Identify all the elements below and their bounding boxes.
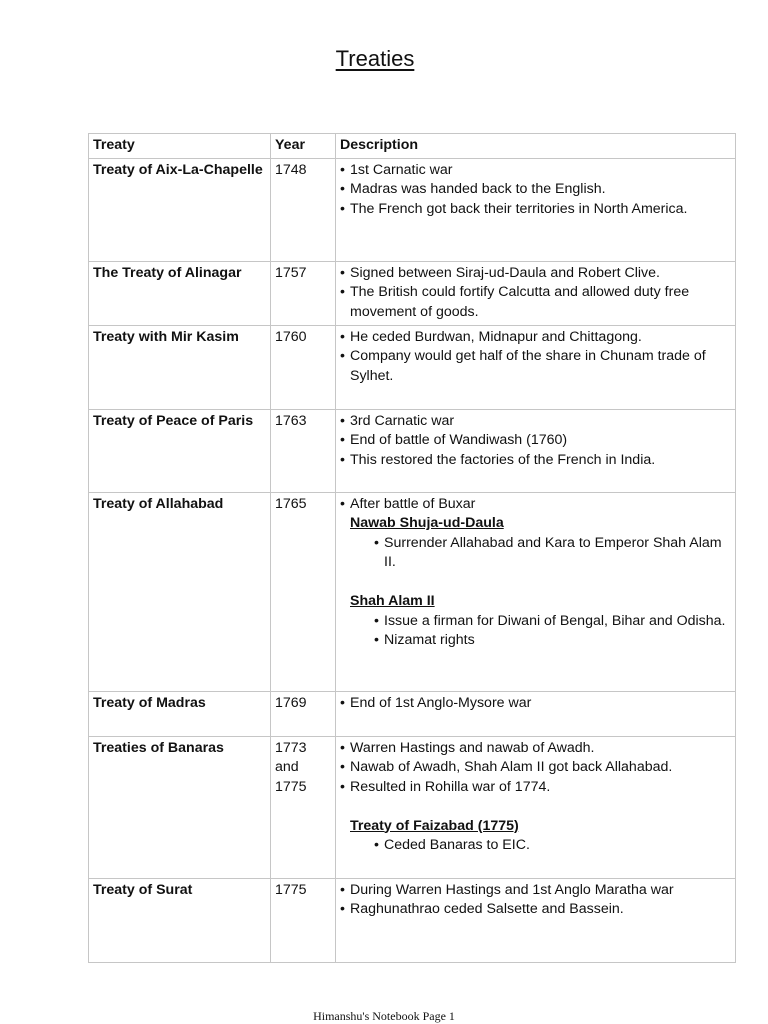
header-year: Year xyxy=(271,134,336,159)
header-description: Description xyxy=(336,134,736,159)
description-bullet: • Company would get half of the share in Chunam trade of Sylhet. xyxy=(340,347,732,386)
treaty-year: 1765 xyxy=(271,492,336,691)
table-row xyxy=(89,492,736,691)
table-row xyxy=(89,409,736,492)
description-bullet: • Nawab of Awadh, Shah Alam II got back Allahabad. xyxy=(340,758,732,778)
treaty-year: 1775 xyxy=(271,878,336,962)
table-row xyxy=(89,158,736,261)
treaty-name: Treaty of Allahabad xyxy=(89,492,271,691)
description-bullet: • He ceded Burdwan, Midnapur and Chittagong. xyxy=(340,328,732,348)
treaty-name: Treaty of Peace of Paris xyxy=(89,409,271,492)
description-bullet: • End of 1st Anglo-Mysore war xyxy=(340,694,732,714)
description-bullet: • Resulted in Rohilla war of 1774. xyxy=(340,778,732,798)
page-title: Treaties xyxy=(335,46,415,71)
page-footer: Himanshu's Notebook Page 1 xyxy=(313,1009,455,1023)
treaty-year: 1769 xyxy=(271,691,336,736)
table-row xyxy=(89,736,736,878)
description-bullet: • Issue a firman for Diwani of Bengal, Bihar and Odisha. xyxy=(374,612,732,632)
treaty-name: The Treaty of Alinagar xyxy=(89,261,271,325)
description-bullet: • The French got back their territories in North America. xyxy=(340,200,732,220)
description-bullet: • Raghunathrao ceded Salsette and Bassein. xyxy=(340,900,732,920)
treaty-description xyxy=(336,325,736,409)
description-bullet: • Surrender Allahabad and Kara to Emperor Shah Alam II. xyxy=(374,534,732,573)
treaties-table xyxy=(88,133,736,963)
treaty-name: Treaty of Madras xyxy=(89,691,271,736)
treaty-description xyxy=(336,736,736,878)
table-row xyxy=(89,878,736,962)
section-heading: Nawab Shuja-ud-Daula xyxy=(350,515,504,531)
table-header-row xyxy=(89,134,736,159)
section-heading: Treaty of Faizabad (1775) xyxy=(350,817,519,834)
treaty-name: Treaties of Banaras xyxy=(89,736,271,878)
table-row xyxy=(89,261,736,325)
header-treaty: Treaty xyxy=(89,134,271,159)
treaty-year: 1757 xyxy=(271,261,336,325)
treaty-name: Treaty of Aix-La-Chapelle xyxy=(89,158,271,261)
description-bullet: • During Warren Hastings and 1st Anglo Maratha war xyxy=(340,881,732,901)
description-bullet: • Signed between Siraj-ud-Daula and Robert Clive. xyxy=(340,264,732,284)
description-bullet: • The British could fortify Calcutta and allowed duty free movement of goods. xyxy=(340,283,732,322)
treaty-description xyxy=(336,691,736,736)
description-bullet: • 3rd Carnatic war xyxy=(340,412,732,432)
treaty-description xyxy=(336,492,736,691)
description-bullet: • After battle of Buxar xyxy=(340,495,732,515)
section-heading: Shah Alam II xyxy=(350,593,435,609)
treaty-description xyxy=(336,409,736,492)
treaty-name: Treaty of Surat xyxy=(89,878,271,962)
treaty-year: 1763 xyxy=(271,409,336,492)
treaty-description xyxy=(336,261,736,325)
treaty-description xyxy=(336,878,736,962)
description-bullet: • 1st Carnatic war xyxy=(340,161,732,181)
table-row xyxy=(89,691,736,736)
treaty-year: 1760 xyxy=(271,325,336,409)
description-bullet: • This restored the factories of the French in India. xyxy=(340,451,732,471)
description-bullet: • Madras was handed back to the English. xyxy=(340,180,732,200)
treaty-name: Treaty with Mir Kasim xyxy=(89,325,271,409)
description-bullet: • End of battle of Wandiwash (1760) xyxy=(340,431,732,451)
description-bullet: • Nizamat rights xyxy=(374,631,732,651)
description-bullet: • Warren Hastings and nawab of Awadh. xyxy=(340,739,732,759)
description-bullet: • Ceded Banaras to EIC. xyxy=(374,836,732,856)
treaty-description xyxy=(336,158,736,261)
table-row xyxy=(89,325,736,409)
treaty-year: 1773 and 1775 xyxy=(271,736,336,878)
treaty-year: 1748 xyxy=(271,158,336,261)
